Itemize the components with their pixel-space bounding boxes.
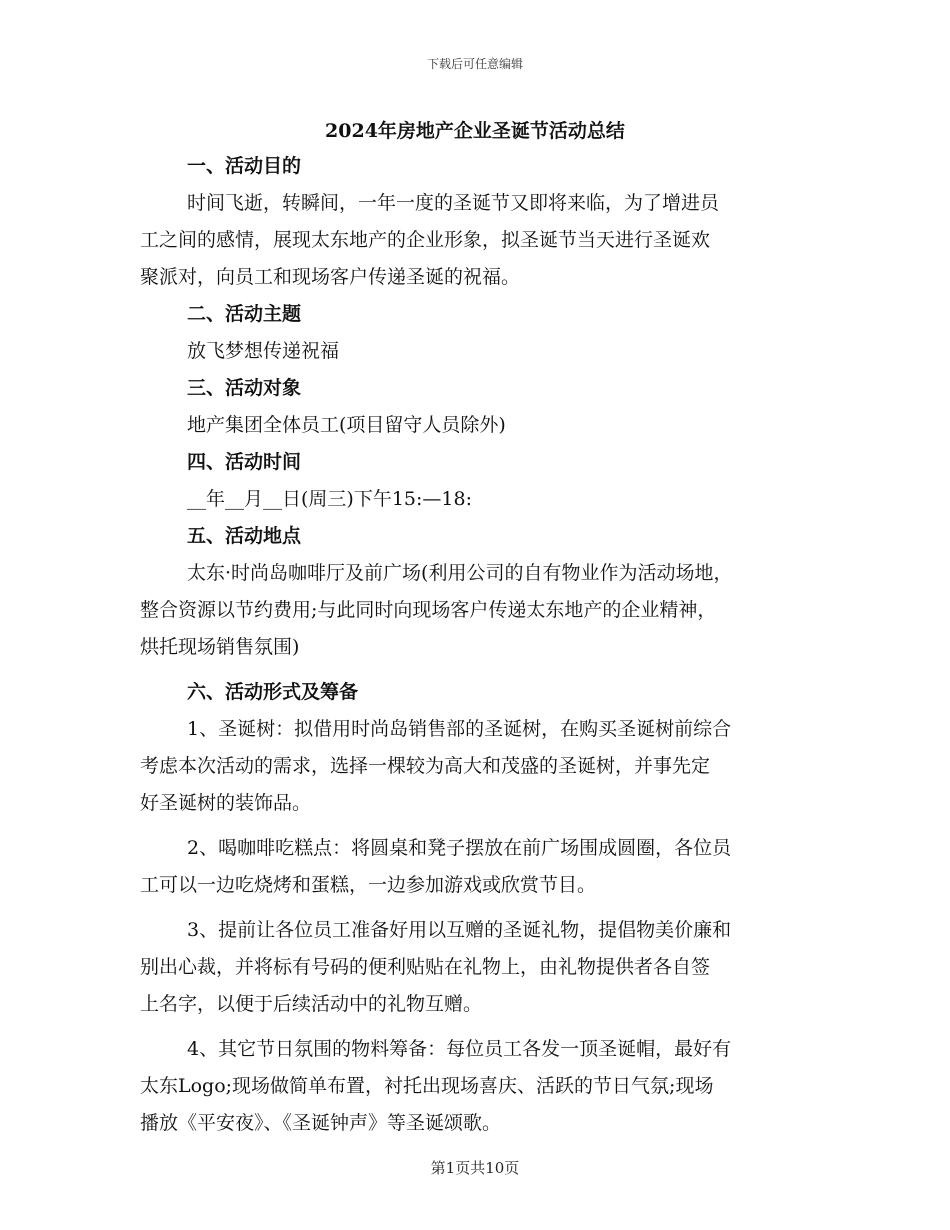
- paragraph-line: 放飞梦想传递祝福: [187, 340, 340, 362]
- list-item-line: 工可以一边吃烧烤和蛋糕，一边参加游戏或欣赏节目。: [140, 874, 597, 896]
- list-item-line: 太东Logo;现场做简单布置，衬托出现场喜庆、活跃的节日气氛;现场: [140, 1075, 714, 1097]
- section-heading-time: 四、活动时间: [187, 451, 302, 473]
- section-heading-theme: 二、活动主题: [187, 303, 302, 325]
- document-title: 2024年房地产企业圣诞节活动总结: [325, 120, 625, 142]
- list-item-line: 3、提前让各位员工准备好用以互赠的圣诞礼物，提倡物美价廉和: [187, 919, 732, 941]
- list-item-line: 4、其它节日氛围的物料筹备：每位员工各发一顶圣诞帽，最好有: [187, 1038, 732, 1060]
- paragraph-line: 聚派对，向员工和现场客户传递圣诞的祝福。: [140, 266, 521, 288]
- paragraph-line: 地产集团全体员工(项目留守人员除外): [187, 414, 506, 436]
- paragraph-line: __年__月__日(周三)下午15:—18:: [187, 488, 472, 510]
- list-item-line: 播放《平安夜》、《圣诞钟声》等圣诞颂歌。: [140, 1112, 502, 1134]
- paragraph-line: 烘托现场销售氛围): [140, 636, 300, 658]
- page-header-note: 下载后可任意编辑: [426, 57, 523, 71]
- paragraph-line: 时间飞逝，转瞬间，一年一度的圣诞节又即将来临，为了增进员: [187, 192, 720, 214]
- section-heading-location: 五、活动地点: [187, 525, 302, 547]
- list-item-line: 1、圣诞树：拟借用时尚岛销售部的圣诞树，在购买圣诞树前综合: [187, 718, 732, 740]
- list-item-line: 2、喝咖啡吃糕点：将圆桌和凳子摆放在前广场围成圆圈，各位员: [187, 837, 732, 859]
- section-heading-audience: 三、活动对象: [187, 377, 302, 399]
- list-item-line: 好圣诞树的装饰品。: [140, 792, 312, 814]
- section-heading-format: 六、活动形式及筹备: [187, 681, 359, 703]
- paragraph-line: 工之间的感情，展现太东地产的企业形象，拟圣诞节当天进行圣诞欢: [140, 229, 711, 251]
- paragraph-line: 太东·时尚岛咖啡厅及前广场(利用公司的自有物业作为活动场地，: [187, 562, 733, 584]
- list-item-line: 上名字，以便于后续活动中的礼物互赠。: [140, 993, 483, 1015]
- list-item-line: 别出心裁，并将标有号码的便利贴贴在礼物上，由礼物提供者各自签: [140, 956, 711, 978]
- section-heading-purpose: 一、活动目的: [187, 155, 302, 177]
- page-number-footer: 第1页共10页: [430, 1159, 520, 1177]
- document-body: [140, 148, 820, 1142]
- list-item-line: 考虑本次活动的需求，选择一棵较为高大和茂盛的圣诞树，并事先定: [140, 755, 711, 777]
- paragraph-line: 整合资源以节约费用;与此同时向现场客户传递太东地产的企业精神，: [140, 599, 717, 621]
